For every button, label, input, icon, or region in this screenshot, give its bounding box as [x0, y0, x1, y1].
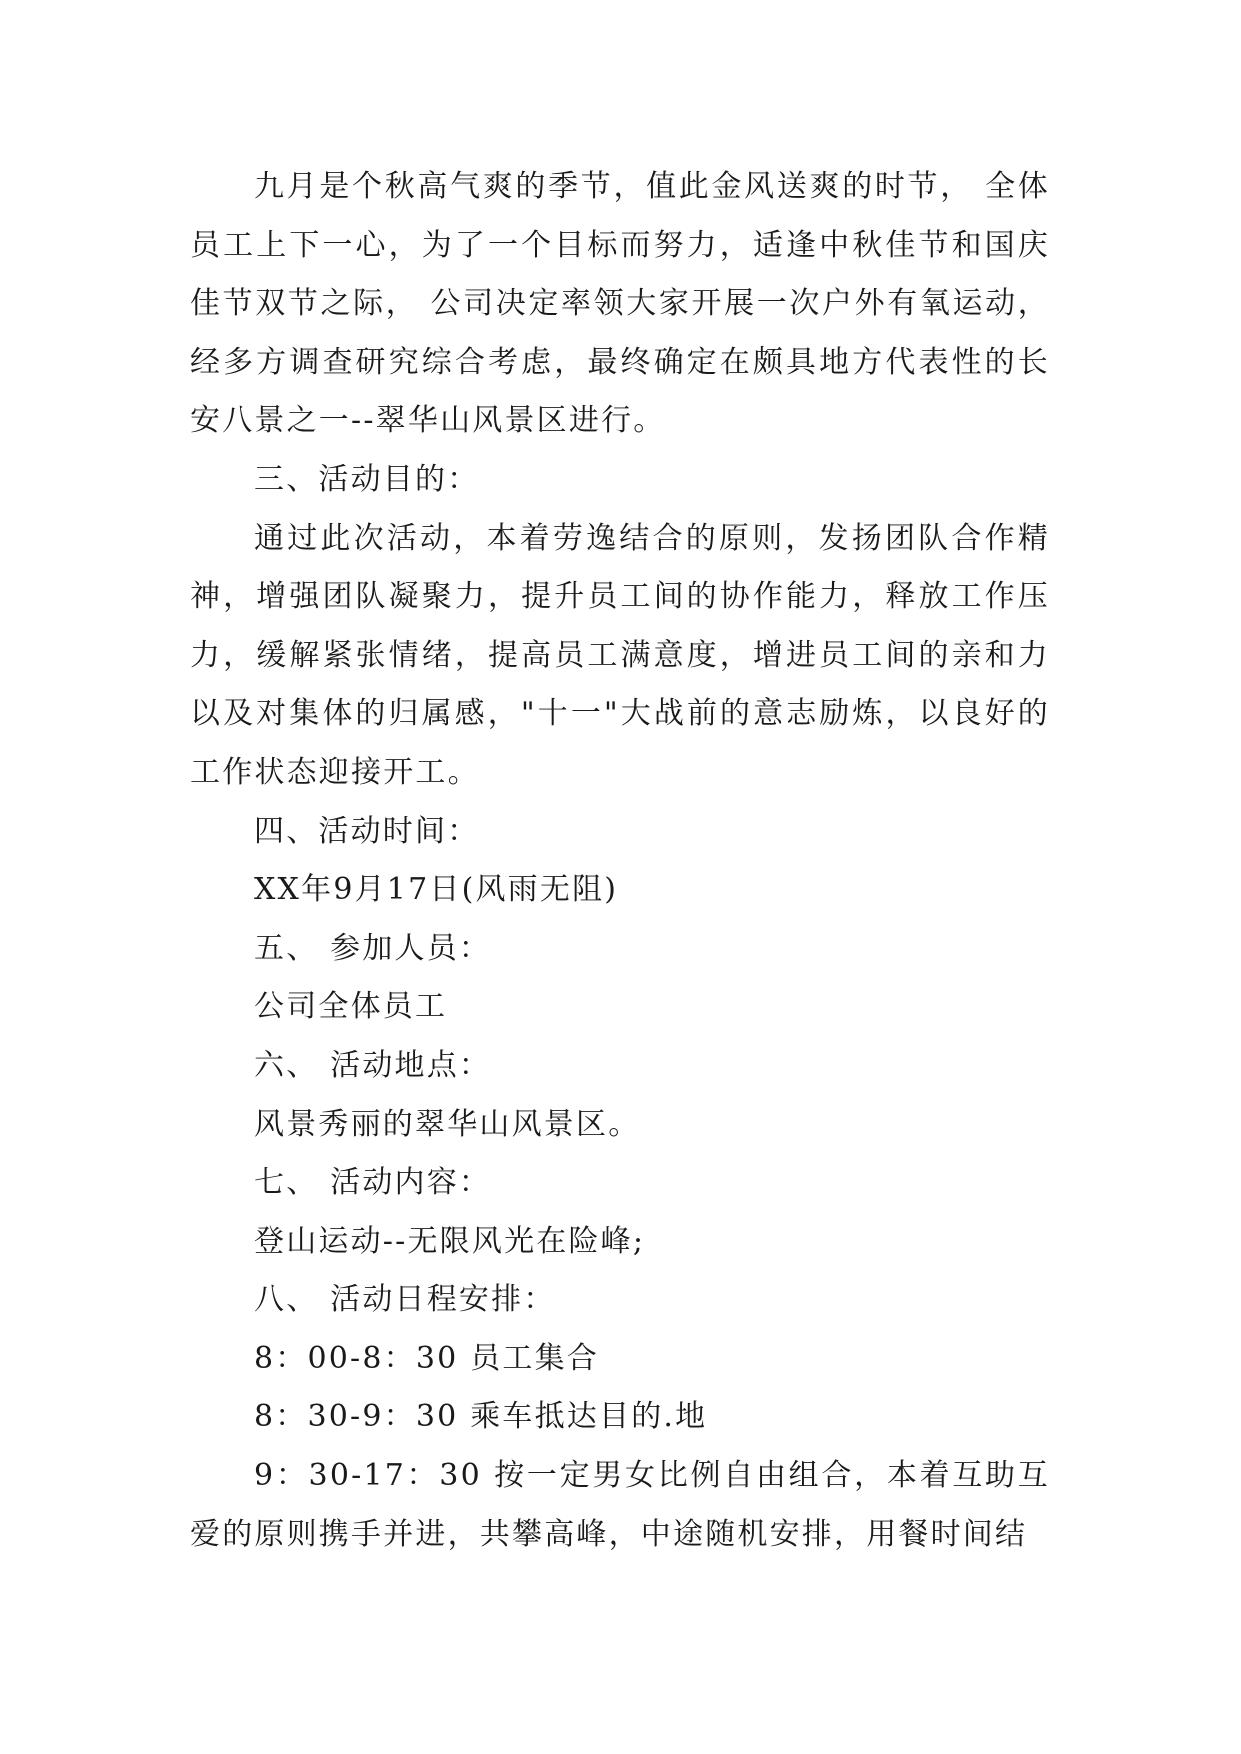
section-heading-content: 七、 活动内容：	[254, 1165, 492, 1201]
time-paragraph: XX年9月17日(风雨无阻)	[254, 872, 619, 908]
participants-paragraph: 公司全体员工	[254, 989, 448, 1025]
document-body	[190, 158, 1050, 1564]
schedule-item: 8：00-8：30 员工集合	[254, 1340, 599, 1376]
section-heading-purpose: 三、活动目的：	[254, 461, 480, 497]
location-paragraph: 风景秀丽的翠华山风景区。	[254, 1106, 641, 1142]
section-heading-schedule: 八、 活动日程安排：	[254, 1282, 556, 1318]
section-heading-participants: 五、 参加人员：	[254, 930, 492, 966]
intro-paragraph: 九月是个秋高气爽的季节，值此金风送爽的时节， 全体员工上下一心，为了一个目标而努力，适逢中秋佳节和国庆佳节双节之际， 公司决定率领大家开展一次户外有氧运动，经多方调查研究综合考虑，最终确定在颇具地方代表性的长安八景之一--翠华山风景区进行。	[190, 169, 1050, 439]
content-paragraph: 登山运动--无限风光在险峰;	[254, 1223, 646, 1259]
purpose-paragraph: 通过此次活动，本着劳逸结合的原则，发扬团队合作精神，增强团队凝聚力，提升员工间的协作能力，释放工作压力，缓解紧张情绪，提高员工满意度，增进员工间的亲和力以及对集体的归属感，"十一"大战前的意志励炼，以良好的工作状态迎接开工。	[190, 520, 1050, 790]
schedule-item: 9：30-17：30 按一定男女比例自由组合，本着互助互爱的原则携手并进，共攀高峰，中途随机安排，用餐时间结	[190, 1458, 1050, 1552]
schedule-item: 8：30-9：30 乘车抵达目的.地	[254, 1399, 708, 1435]
section-heading-time: 四、活动时间：	[254, 813, 480, 849]
section-heading-location: 六、 活动地点：	[254, 1047, 492, 1083]
